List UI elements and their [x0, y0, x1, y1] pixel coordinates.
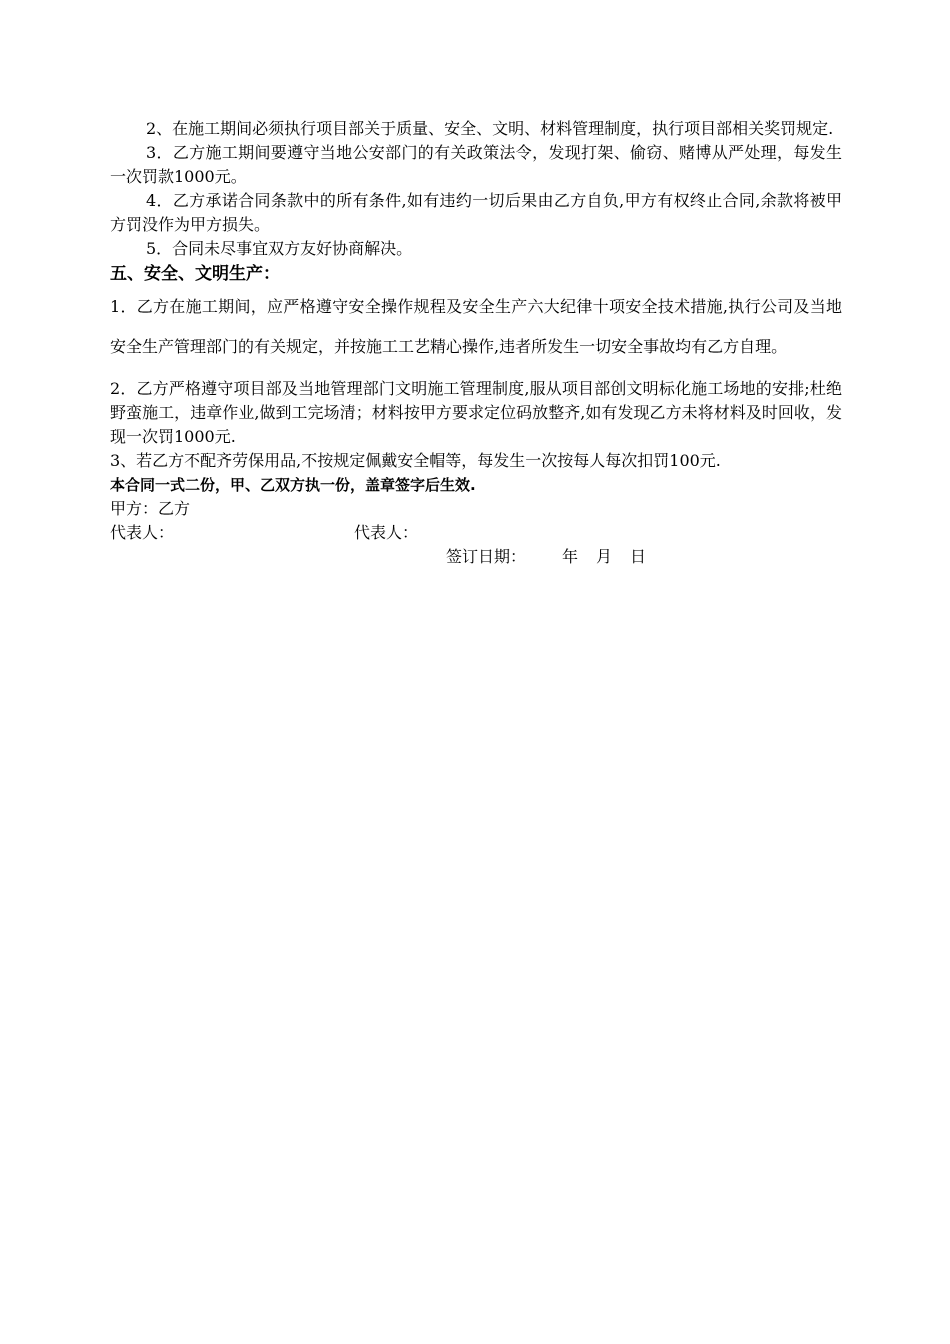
section-title-safety: 五、安全、文明生产：	[110, 264, 280, 284]
party-b-representative-label: 代表人：	[354, 523, 419, 542]
safety-item-2: 2．乙方严格遵守项目部及当地管理部门文明施工管理制度,服从项目部创文明标化施工场地的安排;杜绝野蛮施工，违章作业,做到工完场清；材料按甲方要求定位码放整齐,如有发现乙方未将材料及时回收，发现一次罚1000元.	[110, 379, 842, 446]
representatives-row	[110, 521, 842, 545]
contract-page	[110, 117, 842, 569]
clause-4-paragraph: 4．乙方承诺合同条款中的所有条件,如有违约一切后果由乙方自负,甲方有权终止合同,余款将被甲方罚没作为甲方损失。	[110, 191, 842, 234]
signing-date-day: 日	[630, 547, 647, 566]
party-a-representative-label: 代表人：	[110, 523, 175, 542]
parties-line: 甲方：乙方	[110, 499, 191, 518]
safety-item-1: 1．乙方在施工期间，应严格遵守安全操作规程及安全生产六大纪律十项安全技术措施,执行公司及当地安全生产管理部门的有关规定，并按施工工艺精心操作,违者所发生一切安全事故均有乙方自理。	[110, 297, 842, 356]
signing-date-row	[110, 545, 842, 569]
clause-3-paragraph: 3．乙方施工期间要遵守当地公安部门的有关政策法令，发现打架、偷窃、赌博从严处理，每发生一次罚款1000元。	[110, 143, 842, 186]
clause-5-paragraph: 5．合同未尽事宜双方友好协商解决。	[146, 239, 413, 258]
signing-date-label: 签订日期：	[446, 547, 527, 566]
signing-date-month: 月	[596, 547, 613, 566]
safety-item-3: 3、若乙方不配齐劳保用品,不按规定佩戴安全帽等，每发生一次按每人每次扣罚100元.	[110, 451, 721, 470]
signing-date-year: 年	[562, 547, 579, 566]
clause-2-paragraph: 2、在施工期间必须执行项目部关于质量、安全、文明、材料管理制度，执行项目部相关奖罚规定.	[146, 119, 834, 138]
closing-statement: 本合同一式二份，甲、乙双方执一份，盖章签字后生效.	[110, 476, 476, 494]
